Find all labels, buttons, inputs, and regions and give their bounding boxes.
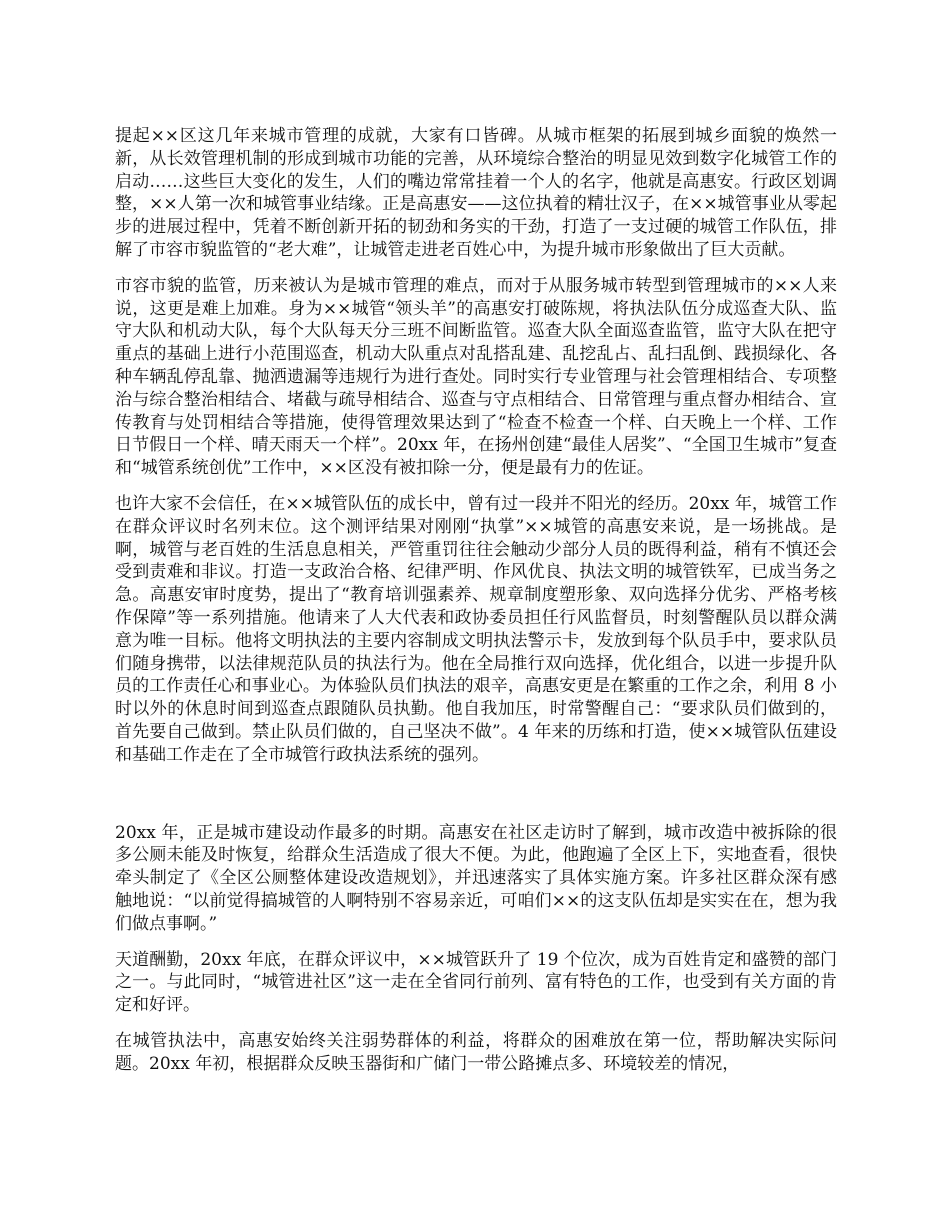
paragraph-6: 在城管执法中，高惠安始终关注弱势群体的利益，将群众的困难放在第一位，帮助解决实际问题。20xx 年初，根据群众反映玉器街和广储门一带公路摊点多、环境较差的情况，: [115, 1030, 837, 1074]
section-gap: [115, 780, 837, 822]
paragraph-1: 提起××区这几年来城市管理的成就，大家有口皆碑。从城市框架的拓展到城乡面貌的焕然一新，从长效管理机制的形成到城市功能的完善，从环境综合整治的明显见效到数字化城管工作的启动……这些巨大变化的发生，人们的嘴边常常挂着一个人的名字，他就是高惠安。行政区划调整，××人第一次和城管事业结缘。正是高惠安——这位执着的精壮汉子，在××城管事业从零起步的进展过程中，凭着不断创新开拓的韧劲和务实的干劲，打造了一支过硬的城管工作队伍，排解了市容市貌监管的“老大难”，让城管走进老百姓心中，为提升城市形象做出了巨大贡献。: [115, 126, 837, 260]
paragraph-2: 市容市貌的监管，历来被认为是城市管理的难点，而对于从服务城市转型到管理城市的××人来说，这更是难上加难。身为××城管“领头羊”的高惠安打破陈规，将执法队伍分成巡查大队、监守大队和机动大队，每个大队每天分三班不间断监管。巡查大队全面巡查监管，监守大队在把守重点的基础上进行小范围巡查，机动大队重点对乱搭乱建、乱挖乱占、乱扫乱倒、践损绿化、各种车辆乱停乱靠、抛洒遗漏等违规行为进行查处。同时实行专业管理与社会管理相结合、专项整治与综合整治相结合、堵截与疏导相结合、巡查与守点相结合、日常管理与重点督办相结合、宣传教育与处罚相结合等措施，使得管理效果达到了“检查不检查一个样、白天晚上一个样、工作日节假日一个样、晴天雨天一个样”。20xx 年，在扬州创建“最佳人居奖”、“全国卫生城市”复查和“城管系统创优”工作中，××区没有被扣除一分，便是最有力的佐证。: [115, 275, 837, 479]
document-body: [115, 125, 837, 1088]
paragraph-3: 也许大家不会信任，在××城管队伍的成长中，曾有过一段并不阳光的经历。20xx 年，城管工作在群众评议时名列末位。这个测评结果对刚刚“执掌”××城管的高惠安来说，是一场挑战。是啊，城管与老百姓的生活息息相关，严管重罚往往会触动少部分人员的既得利益，稍有不慎还会受到责难和非议。打造一支政治合格、纪律严明、作风优良、执法文明的城管铁军，已成当务之急。高惠安审时度势，提出了“教育培训强素养、规章制度塑形象、双向选择分优劣、严格考核作保障”等一系列措施。他请来了人大代表和政协委员担任行风监督员，时刻警醒队员以群众满意为唯一目标。他将文明执法的主要内容制成文明执法警示卡，发放到每个队员手中，要求队员们随身携带，以法律规范队员的执法行为。他在全局推行双向选择，优化组合，以进一步提升队员的工作责任心和事业心。为体验队员们执法的艰辛，高惠安更是在繁重的工作之余，利用 8 小时以外的休息时间到巡查点跟随队员执勤。他自我加压，时常警醒自己：“要求队员们做到的，首先要自己做到。禁止队员们做的，自己坚决不做”。4 年来的历练和打造，使××城管队伍建设和基础工作走在了全市城管行政执法系统的强列。: [115, 493, 837, 765]
paragraph-5: 天道酬勤，20xx 年底，在群众评议中，××城管跃升了 19 个位次，成为百姓肯定和盛赞的部门之一。与此同时，“城管进社区”这一走在全省同行前列、富有特色的工作，也受到有关方面的肯定和好评。: [115, 949, 837, 1016]
paragraph-4: 20xx 年，正是城市建设动作最多的时期。高惠安在社区走访时了解到，城市改造中被拆除的很多公厕未能及时恢复，给群众生活造成了很大不便。为此，他跑遍了全区上下，实地查看，很快牵头制定了《全区公厕整体建设改造规划》，并迅速落实了具体实施方案。许多社区群众深有感触地说：“以前觉得搞城管的人啊特别不容易亲近，可咱们××的这支队伍却是实实在在，想为我们做点事啊。”: [115, 822, 837, 934]
